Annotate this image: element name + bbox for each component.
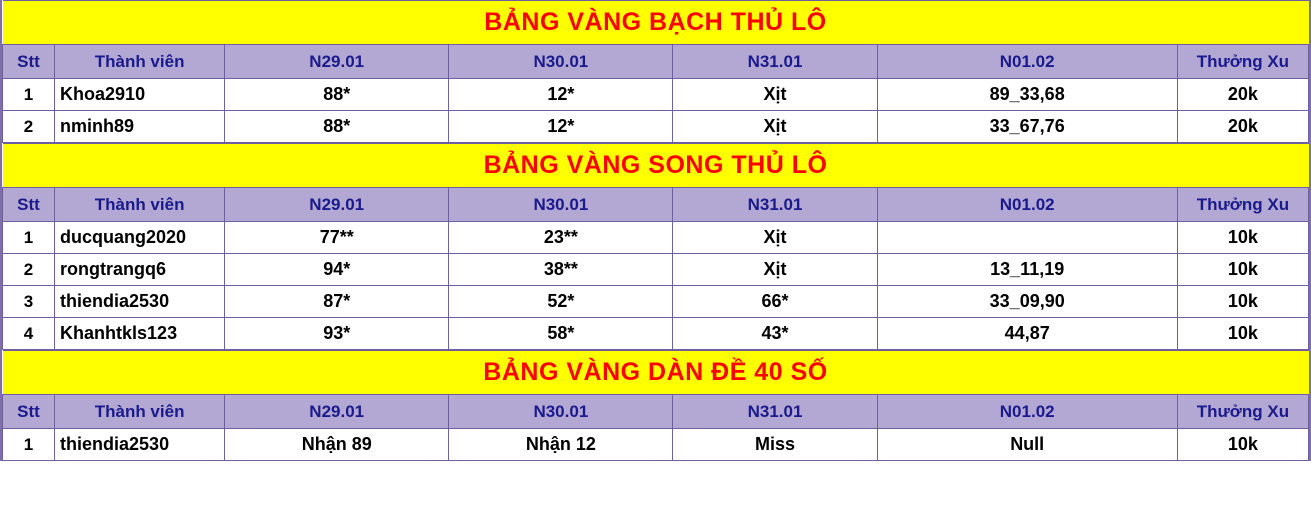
- column-header-n3001: N30.01: [449, 45, 673, 79]
- cell-prize: 10k: [1177, 254, 1308, 286]
- cell-n0102: [877, 222, 1177, 254]
- cell-prize: 10k: [1177, 286, 1308, 318]
- cell-stt: 1: [3, 429, 55, 461]
- table-row: [3, 286, 1309, 318]
- cell-n2901: 88*: [225, 79, 449, 111]
- table-row: [3, 222, 1309, 254]
- section-banner-row: [3, 351, 1309, 395]
- cell-member: thiendia2530: [55, 429, 225, 461]
- cell-n3101: 66*: [673, 286, 877, 318]
- cell-n0102: 33_09,90: [877, 286, 1177, 318]
- cell-n3001: 12*: [449, 111, 673, 143]
- section-bach-thu-lo: [2, 0, 1309, 143]
- cell-member: ducquang2020: [55, 222, 225, 254]
- cell-n0102: 44,87: [877, 318, 1177, 350]
- section-dan-de-40-so: [2, 350, 1309, 461]
- cell-n3101: Xịt: [673, 222, 877, 254]
- column-header-n3101: N31.01: [673, 188, 877, 222]
- cell-n3101: Xịt: [673, 254, 877, 286]
- cell-n2901: 94*: [225, 254, 449, 286]
- table-row: [3, 79, 1309, 111]
- cell-n2901: 93*: [225, 318, 449, 350]
- cell-n3101: 43*: [673, 318, 877, 350]
- column-header-stt: Stt: [3, 395, 55, 429]
- column-header-n3001: N30.01: [449, 188, 673, 222]
- cell-prize: 20k: [1177, 111, 1308, 143]
- column-header-stt: Stt: [3, 45, 55, 79]
- cell-n3101: Miss: [673, 429, 877, 461]
- cell-n0102: 13_11,19: [877, 254, 1177, 286]
- section-title: BẢNG VÀNG DÀN ĐỀ 40 SỐ: [3, 351, 1309, 395]
- cell-n0102: 33_67,76: [877, 111, 1177, 143]
- column-header-n2901: N29.01: [225, 395, 449, 429]
- cell-n3001: 58*: [449, 318, 673, 350]
- section-song-thu-lo: [2, 143, 1309, 350]
- cell-n0102: 89_33,68: [877, 79, 1177, 111]
- table-row: [3, 111, 1309, 143]
- cell-prize: 10k: [1177, 222, 1308, 254]
- column-header-n3001: N30.01: [449, 395, 673, 429]
- cell-n3001: 38**: [449, 254, 673, 286]
- table-row: [3, 318, 1309, 350]
- cell-n3001: 12*: [449, 79, 673, 111]
- column-header-n0102: N01.02: [877, 395, 1177, 429]
- column-header-member: Thành viên: [55, 45, 225, 79]
- cell-stt: 1: [3, 79, 55, 111]
- table-header-row: [3, 45, 1309, 79]
- table-row: [3, 254, 1309, 286]
- cell-n3001: 52*: [449, 286, 673, 318]
- cell-n0102: Null: [877, 429, 1177, 461]
- cell-stt: 4: [3, 318, 55, 350]
- cell-n2901: 87*: [225, 286, 449, 318]
- column-header-prize: Thưởng Xu: [1177, 188, 1308, 222]
- column-header-member: Thành viên: [55, 395, 225, 429]
- table-header-row: [3, 188, 1309, 222]
- table-header-row: [3, 395, 1309, 429]
- cell-n3101: Xịt: [673, 79, 877, 111]
- cell-stt: 2: [3, 254, 55, 286]
- column-header-n3101: N31.01: [673, 45, 877, 79]
- column-header-n0102: N01.02: [877, 188, 1177, 222]
- cell-member: Khoa2910: [55, 79, 225, 111]
- cell-prize: 10k: [1177, 429, 1308, 461]
- column-header-n2901: N29.01: [225, 188, 449, 222]
- cell-prize: 10k: [1177, 318, 1308, 350]
- cell-member: nminh89: [55, 111, 225, 143]
- cell-prize: 20k: [1177, 79, 1308, 111]
- cell-member: thiendia2530: [55, 286, 225, 318]
- cell-stt: 2: [3, 111, 55, 143]
- cell-member: rongtrangq6: [55, 254, 225, 286]
- cell-stt: 1: [3, 222, 55, 254]
- cell-n2901: 88*: [225, 111, 449, 143]
- cell-n2901: Nhận 89: [225, 429, 449, 461]
- column-header-prize: Thưởng Xu: [1177, 45, 1308, 79]
- column-header-n2901: N29.01: [225, 45, 449, 79]
- column-header-n3101: N31.01: [673, 395, 877, 429]
- section-title: BẢNG VÀNG SONG THỦ LÔ: [3, 144, 1309, 188]
- column-header-stt: Stt: [3, 188, 55, 222]
- cell-n3101: Xịt: [673, 111, 877, 143]
- column-header-prize: Thưởng Xu: [1177, 395, 1308, 429]
- cell-n3001: Nhận 12: [449, 429, 673, 461]
- section-title: BẢNG VÀNG BẠCH THỦ LÔ: [3, 1, 1309, 45]
- cell-stt: 3: [3, 286, 55, 318]
- cell-member: Khanhtkls123: [55, 318, 225, 350]
- section-banner-row: [3, 144, 1309, 188]
- section-banner-row: [3, 1, 1309, 45]
- column-header-n0102: N01.02: [877, 45, 1177, 79]
- table-row: [3, 429, 1309, 461]
- cell-n3001: 23**: [449, 222, 673, 254]
- column-header-member: Thành viên: [55, 188, 225, 222]
- cell-n2901: 77**: [225, 222, 449, 254]
